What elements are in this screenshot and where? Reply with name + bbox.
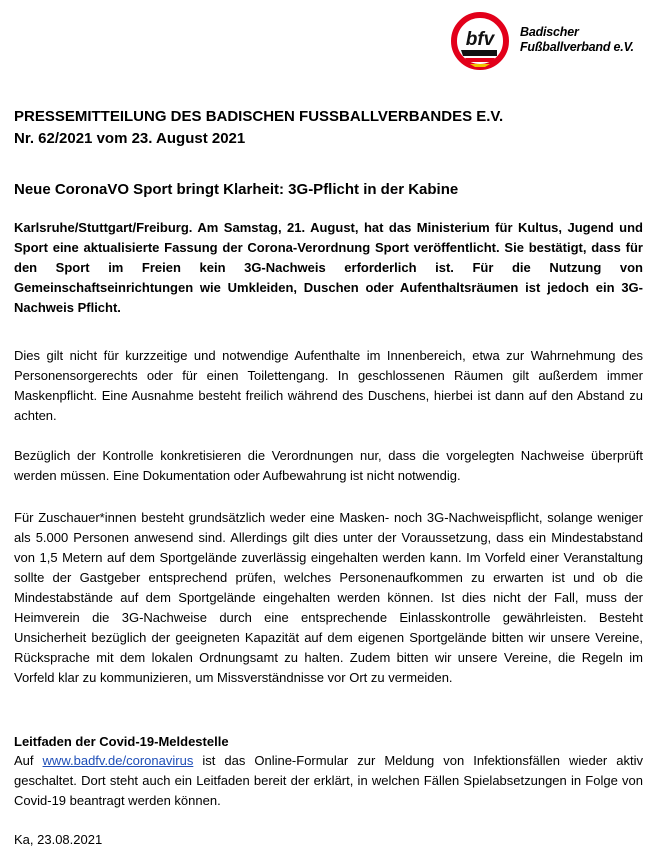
- logo-wordmark: [520, 25, 634, 55]
- press-release-title: PRESSEMITTEILUNG DES BADISCHEN FUSSBALLVERBANDES E.V.: [14, 108, 504, 125]
- coronavirus-link[interactable]: www.badfv.de/coronavirus: [42, 753, 194, 768]
- press-release-number: Nr. 62/2021 vom 23. August 2021: [14, 130, 246, 147]
- section-title: Leitfaden der Covid-19-Meldestelle: [14, 734, 229, 749]
- paragraph-exceptions: Dies gilt nicht für kurzzeitige und notwendige Aufenthalte im Innenbereich, etwa zur Wahrnehmung des Personensorgerechts oder für einen Toilettengang. In geschlossenen Räumen gilt außerdem immer Maskenpflicht. Eine Ausnahme besteht freilich während des Duschens, hierbei ist dann auf den Abstand zu achten.: [14, 348, 643, 423]
- lead-paragraph: Karlsruhe/Stuttgart/Freiburg. Am Samstag, 21. August, hat das Ministerium für Kultus, Jugend und Sport eine aktualisierte Fassung der Corona-Verordnung Sport veröffentlicht. Sie bestätigt, dass für den Sport im Freien kein 3G-Nachweis erforderlich ist. Für die Nutzung von Gemeinschaftseinrichtungen wie Umkleiden, Duschen oder Aufenthaltsräumen ist jedoch ein 3G-Nachweis Pflicht.: [14, 220, 643, 315]
- paragraph-guide: [14, 751, 643, 811]
- bfv-logo: [449, 12, 649, 70]
- logo-line-1: Badischer: [520, 25, 579, 39]
- logo-line-2: Fußballverband e.V.: [520, 40, 634, 54]
- guide-text-after: ist das Online-Formular zur Meldung von Infektionsfällen wieder aktiv geschaltet. Dort steht auch ein Leitfaden bereit der erklärt, in welchen Fällen Spielabsetzungen in Folge von Covid-19 beantragt werden können.: [14, 753, 644, 808]
- paragraph-spectators: Für Zuschauer*innen besteht grundsätzlich weder eine Masken- noch 3G-Nachweispflicht, solange weniger als 5.000 Personen anwesend sind. Allerdings gilt dies unter der Voraussetzung, dass ein Mindestabstand von 1,5 Metern auf dem Sportgelände zuverlässig eingehalten werden kann. Im Vorfeld einer Veranstaltung sollte der Gastgeber entsprechend prüfen, welches Personenaufkommen zu erwarten ist und ob die Mindestabstände auf dem Sportgelände eingehalten werden können. Ist dies nicht der Fall, muss der Heimverein die 3G-Nachweise durch eine entsprechende Einlasskontrolle gewährleisten. Besteht Unsicherheit bezüglich der geeigneten Kapazität auf dem eigenen Sportgelände bitten wir unsere Vereine, Rücksprache mit dem lokalen Ordnungsamt zu halten. Zudem bitten wir unsere Vereine, die Regeln im Vorfeld klar zu kommunizieren, um Missverständnisse vor Ort zu vermeiden.: [14, 510, 643, 685]
- headline: Neue CoronaVO Sport bringt Klarheit: 3G-Pflicht in der Kabine: [14, 181, 459, 198]
- paragraph-control: Bezüglich der Kontrolle konkretisieren die Verordnungen nur, dass die vorgelegten Nachweise überprüft werden müssen. Eine Dokumentation oder Aufbewahrung ist nicht notwendig.: [14, 448, 643, 483]
- guide-text-before: Auf: [14, 753, 43, 768]
- date-footer: Ka, 23.08.2021: [14, 832, 103, 847]
- logo-mark-text: bfv: [465, 29, 495, 50]
- press-release-header: [14, 106, 644, 150]
- bfv-logo-mark: [449, 12, 515, 70]
